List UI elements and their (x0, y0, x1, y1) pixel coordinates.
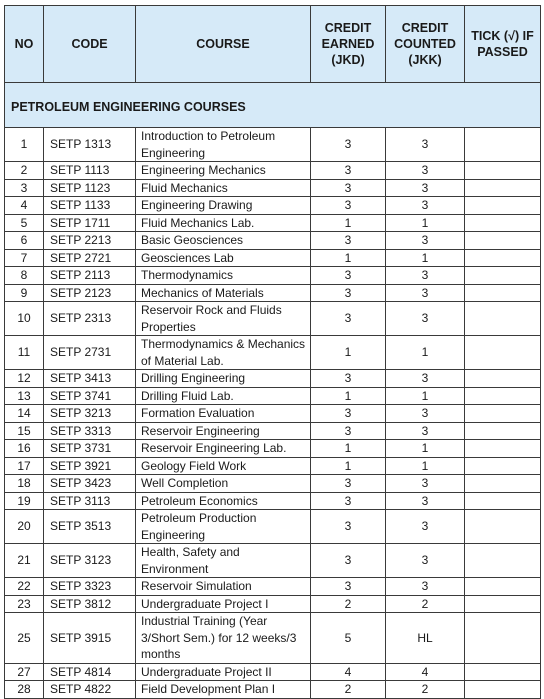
row-tick-cell[interactable] (465, 492, 541, 510)
row-code: SETP 3921 (44, 457, 136, 475)
row-credit-earned: 3 (311, 162, 386, 180)
row-course: Drilling Fluid Lab. (136, 387, 311, 405)
row-tick-cell[interactable] (465, 232, 541, 250)
row-tick-cell[interactable] (465, 214, 541, 232)
table-row (5, 197, 541, 215)
row-credit-counted: 2 (386, 681, 465, 699)
row-course: Fluid Mechanics (136, 179, 311, 197)
table-row (5, 214, 541, 232)
row-course: Health, Safety and Environment (136, 544, 311, 578)
row-tick-cell[interactable] (465, 284, 541, 302)
row-code: SETP 3513 (44, 510, 136, 544)
table-row (5, 613, 541, 664)
row-credit-earned: 3 (311, 578, 386, 596)
row-course: Formation Evaluation (136, 405, 311, 423)
row-tick-cell[interactable] (465, 681, 541, 699)
row-credit-earned: 3 (311, 302, 386, 336)
row-tick-cell[interactable] (465, 475, 541, 493)
row-credit-earned: 1 (311, 457, 386, 475)
table-row (5, 440, 541, 458)
row-no: 19 (5, 492, 44, 510)
row-credit-earned: 3 (311, 405, 386, 423)
row-no: 8 (5, 267, 44, 285)
row-credit-counted: 1 (386, 440, 465, 458)
row-tick-cell[interactable] (465, 336, 541, 370)
row-tick-cell[interactable] (465, 595, 541, 613)
row-course: Reservoir Engineering Lab. (136, 440, 311, 458)
row-credit-earned: 3 (311, 510, 386, 544)
row-code: SETP 4814 (44, 663, 136, 681)
row-course: Fluid Mechanics Lab. (136, 214, 311, 232)
table-row (5, 179, 541, 197)
row-no: 9 (5, 284, 44, 302)
row-course: Reservoir Rock and Fluids Properties (136, 302, 311, 336)
row-tick-cell[interactable] (465, 613, 541, 664)
row-credit-counted: 1 (386, 336, 465, 370)
course-checklist (4, 5, 540, 699)
row-credit-counted: 3 (386, 302, 465, 336)
row-no: 16 (5, 440, 44, 458)
table-row (5, 510, 541, 544)
row-tick-cell[interactable] (465, 422, 541, 440)
row-code: SETP 3413 (44, 370, 136, 388)
table-row (5, 578, 541, 596)
table-row (5, 336, 541, 370)
row-no: 15 (5, 422, 44, 440)
header-credit-counted: CREDIT COUNTED (JKK) (386, 6, 465, 83)
row-code: SETP 2721 (44, 249, 136, 267)
row-credit-counted: 3 (386, 370, 465, 388)
section-title: PETROLEUM ENGINEERING COURSES (5, 83, 541, 128)
row-code: SETP 2123 (44, 284, 136, 302)
row-credit-earned: 2 (311, 595, 386, 613)
row-credit-counted: 3 (386, 492, 465, 510)
row-credit-earned: 1 (311, 249, 386, 267)
row-code: SETP 3323 (44, 578, 136, 596)
row-code: SETP 1113 (44, 162, 136, 180)
row-code: SETP 3123 (44, 544, 136, 578)
row-code: SETP 1711 (44, 214, 136, 232)
row-tick-cell[interactable] (465, 162, 541, 180)
row-no: 7 (5, 249, 44, 267)
row-tick-cell[interactable] (465, 440, 541, 458)
row-credit-earned: 5 (311, 613, 386, 664)
row-no: 12 (5, 370, 44, 388)
row-credit-counted: 3 (386, 162, 465, 180)
header-code: CODE (44, 6, 136, 83)
row-credit-counted: 3 (386, 267, 465, 285)
row-credit-counted: 1 (386, 387, 465, 405)
row-credit-counted: 3 (386, 232, 465, 250)
row-code: SETP 1313 (44, 128, 136, 162)
row-tick-cell[interactable] (465, 302, 541, 336)
row-no: 6 (5, 232, 44, 250)
section-row (5, 83, 541, 128)
table-row (5, 492, 541, 510)
row-tick-cell[interactable] (465, 457, 541, 475)
row-no: 28 (5, 681, 44, 699)
row-credit-counted: 1 (386, 214, 465, 232)
row-no: 13 (5, 387, 44, 405)
row-tick-cell[interactable] (465, 197, 541, 215)
row-course: Petroleum Production Engineering (136, 510, 311, 544)
header-tick-if-passed: TICK (√) IF PASSED (465, 6, 541, 83)
row-credit-earned: 3 (311, 492, 386, 510)
row-course: Thermodynamics (136, 267, 311, 285)
row-tick-cell[interactable] (465, 510, 541, 544)
row-no: 20 (5, 510, 44, 544)
row-no: 27 (5, 663, 44, 681)
row-course: Geology Field Work (136, 457, 311, 475)
row-course: Thermodynamics & Mechanics of Material Lab. (136, 336, 311, 370)
row-course: Undergraduate Project I (136, 595, 311, 613)
row-credit-earned: 3 (311, 128, 386, 162)
table-row (5, 475, 541, 493)
table-row (5, 249, 541, 267)
row-course: Mechanics of Materials (136, 284, 311, 302)
row-credit-counted: 3 (386, 128, 465, 162)
row-no: 18 (5, 475, 44, 493)
row-course: Reservoir Engineering (136, 422, 311, 440)
row-credit-counted: 1 (386, 249, 465, 267)
row-credit-counted: 3 (386, 405, 465, 423)
row-code: SETP 4822 (44, 681, 136, 699)
row-credit-earned: 1 (311, 214, 386, 232)
header-no: NO (5, 6, 44, 83)
row-code: SETP 3113 (44, 492, 136, 510)
row-code: SETP 2113 (44, 267, 136, 285)
row-course: Field Development Plan I (136, 681, 311, 699)
header-row (5, 6, 541, 83)
table-row (5, 284, 541, 302)
row-credit-earned: 3 (311, 197, 386, 215)
row-tick-cell[interactable] (465, 387, 541, 405)
row-code: SETP 3313 (44, 422, 136, 440)
row-course: Drilling Engineering (136, 370, 311, 388)
row-credit-earned: 3 (311, 475, 386, 493)
row-tick-cell[interactable] (465, 578, 541, 596)
row-course: Basic Geosciences (136, 232, 311, 250)
row-code: SETP 2313 (44, 302, 136, 336)
row-tick-cell[interactable] (465, 405, 541, 423)
row-no: 4 (5, 197, 44, 215)
header-course: COURSE (136, 6, 311, 83)
row-tick-cell[interactable] (465, 249, 541, 267)
table-row (5, 232, 541, 250)
row-credit-earned: 1 (311, 387, 386, 405)
row-credit-earned: 3 (311, 544, 386, 578)
row-code: SETP 1123 (44, 179, 136, 197)
row-credit-earned: 3 (311, 179, 386, 197)
row-tick-cell[interactable] (465, 267, 541, 285)
row-credit-earned: 3 (311, 232, 386, 250)
row-credit-earned: 3 (311, 422, 386, 440)
row-course: Engineering Drawing (136, 197, 311, 215)
row-tick-cell[interactable] (465, 370, 541, 388)
row-no: 17 (5, 457, 44, 475)
row-credit-counted: 2 (386, 595, 465, 613)
table-row (5, 457, 541, 475)
row-code: SETP 3213 (44, 405, 136, 423)
table-row (5, 405, 541, 423)
row-no: 25 (5, 613, 44, 664)
row-credit-earned: 3 (311, 284, 386, 302)
row-credit-earned: 3 (311, 267, 386, 285)
row-credit-counted: 1 (386, 457, 465, 475)
row-no: 3 (5, 179, 44, 197)
row-no: 2 (5, 162, 44, 180)
table-row (5, 422, 541, 440)
row-no: 22 (5, 578, 44, 596)
row-code: SETP 3423 (44, 475, 136, 493)
row-credit-counted: 3 (386, 510, 465, 544)
row-tick-cell[interactable] (465, 128, 541, 162)
row-code: SETP 2213 (44, 232, 136, 250)
row-credit-counted: 3 (386, 179, 465, 197)
row-credit-earned: 2 (311, 681, 386, 699)
row-no: 1 (5, 128, 44, 162)
row-no: 11 (5, 336, 44, 370)
row-credit-earned: 3 (311, 370, 386, 388)
row-credit-counted: 3 (386, 475, 465, 493)
row-no: 21 (5, 544, 44, 578)
row-course: Industrial Training (Year 3/Short Sem.) for 12 weeks/3 months (136, 613, 311, 664)
table-row (5, 681, 541, 699)
table-row (5, 544, 541, 578)
table-row (5, 370, 541, 388)
row-credit-counted: 3 (386, 578, 465, 596)
header-credit-earned: CREDIT EARNED (JKD) (311, 6, 386, 83)
row-course: Engineering Mechanics (136, 162, 311, 180)
row-course: Well Completion (136, 475, 311, 493)
table-row (5, 387, 541, 405)
row-code: SETP 3812 (44, 595, 136, 613)
row-course: Petroleum Economics (136, 492, 311, 510)
row-course: Reservoir Simulation (136, 578, 311, 596)
row-code: SETP 1133 (44, 197, 136, 215)
row-code: SETP 3741 (44, 387, 136, 405)
row-no: 23 (5, 595, 44, 613)
row-credit-counted: 4 (386, 663, 465, 681)
row-course: Geosciences Lab (136, 249, 311, 267)
row-credit-counted: HL (386, 613, 465, 664)
row-credit-counted: 3 (386, 422, 465, 440)
table-row (5, 128, 541, 162)
table-row (5, 302, 541, 336)
row-credit-earned: 1 (311, 336, 386, 370)
row-credit-earned: 1 (311, 440, 386, 458)
row-code: SETP 3915 (44, 613, 136, 664)
table-row (5, 162, 541, 180)
row-tick-cell[interactable] (465, 544, 541, 578)
row-tick-cell[interactable] (465, 179, 541, 197)
row-credit-counted: 3 (386, 197, 465, 215)
row-no: 5 (5, 214, 44, 232)
row-credit-counted: 3 (386, 284, 465, 302)
row-course: Introduction to Petroleum Engineering (136, 128, 311, 162)
row-code: SETP 2731 (44, 336, 136, 370)
table-row (5, 267, 541, 285)
table-row (5, 595, 541, 613)
row-no: 14 (5, 405, 44, 423)
row-no: 10 (5, 302, 44, 336)
course-table (4, 5, 541, 699)
row-credit-earned: 4 (311, 663, 386, 681)
row-course: Undergraduate Project II (136, 663, 311, 681)
row-credit-counted: 3 (386, 544, 465, 578)
row-code: SETP 3731 (44, 440, 136, 458)
